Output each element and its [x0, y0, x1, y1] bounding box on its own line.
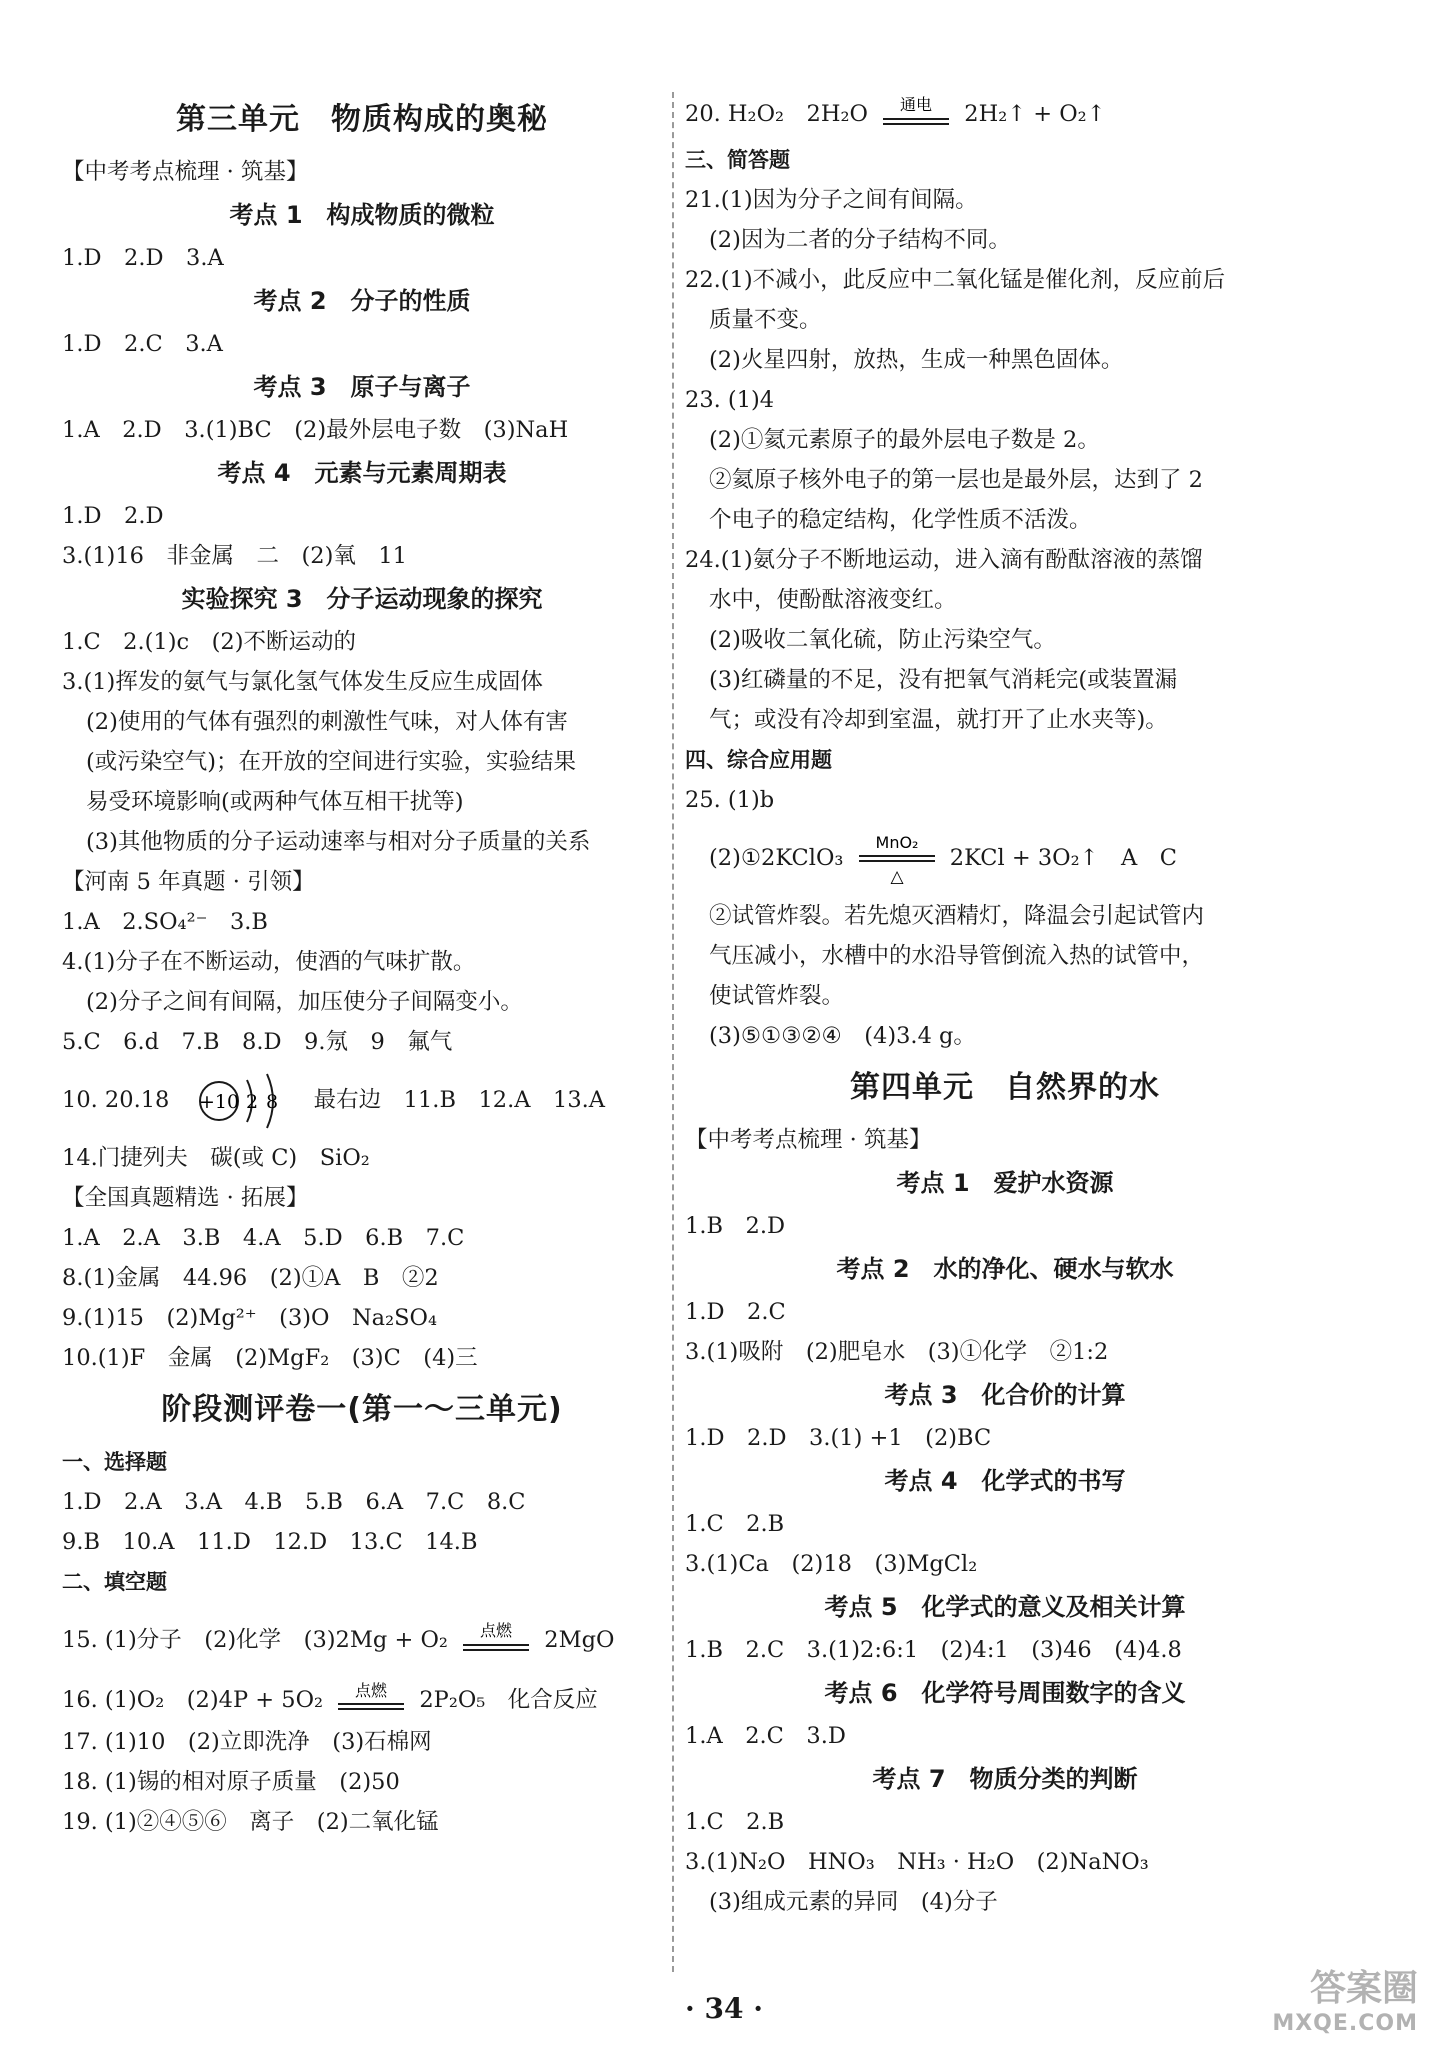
- answer-25-4: 气压减小，水槽中的水沿导管倒流入热的试管中，: [709, 943, 1205, 969]
- kp2-title: 考点 2 分子的性质: [253, 287, 471, 315]
- section-national: 【全国真题精选 · 拓展】: [62, 1185, 309, 1211]
- exp3-line-4: (或污染空气)；在开放的空间进行实验，实验结果: [86, 749, 577, 775]
- u4-kp6-answers: 1.A 2.C 3.D: [685, 1723, 846, 1749]
- condition-label-20: 通电: [900, 95, 933, 114]
- category-fill: 二、填空题: [62, 1570, 167, 1594]
- u4-kp7-answers-1: 1.C 2.B: [685, 1809, 785, 1835]
- answer-25-5: 使试管炸裂。: [709, 983, 845, 1009]
- exp3-line-3: (2)使用的气体有强烈的刺激性气味，对人体有害: [86, 709, 568, 735]
- exp3-line-2: 3.(1)挥发的氨气与氯化氢气体发生反应生成固体: [62, 669, 543, 695]
- choice-line-2: 9.B 10.A 11.D 12.D 13.C 14.B: [62, 1529, 478, 1555]
- u4-kp7-answers-3: (3)组成元素的异同 (4)分子: [709, 1889, 998, 1915]
- category-application: 四、综合应用题: [685, 748, 832, 772]
- u4-kp7-answers-2: 3.(1)N₂O HNO₃ NH₃ · H₂O (2)NaNO₃: [685, 1849, 1149, 1875]
- henan-line-1: 1.A 2.SO₄²⁻ 3.B: [62, 909, 268, 935]
- answer-25-6: (3)⑤①③②④ (4)3.4 g。: [709, 1023, 976, 1049]
- answer-25-2: [685, 820, 1325, 896]
- watermark-logo-text: 答案圈: [1309, 1968, 1418, 2009]
- answer-24-3: (2)吸收二氧化硫，防止污染空气。: [709, 627, 1056, 653]
- fill-16-pre: 16. (1)O₂ (2)4P + 5O₂: [62, 1687, 324, 1713]
- exp3-line-1: 1.C 2.(1)c (2)不断运动的: [62, 629, 356, 655]
- answer-24-1: 24.(1)氨分子不断地运动，进入滴有酚酞溶液的蒸馏: [685, 547, 1203, 573]
- henan-line-2: 4.(1)分子在不断运动，使酒的气味扩散。: [62, 949, 476, 975]
- reaction-arrow-15: [459, 1618, 533, 1664]
- u4-kp4-title: 考点 4 化学式的书写: [884, 1467, 1126, 1495]
- henan-line-5-post: 最右边 11.B 12.A 13.A: [313, 1087, 606, 1113]
- u4-kp4-answers-2: 3.(1)Ca (2)18 (3)MgCl₂: [685, 1551, 978, 1577]
- section-zhongkao: 【中考考点梳理 · 筑基】: [62, 159, 309, 185]
- u4-kp5-title: 考点 5 化学式的意义及相关计算: [824, 1593, 1186, 1621]
- watermark-logo: [1243, 1960, 1418, 2040]
- kp4-answers-1: 1.D 2.D: [62, 503, 164, 529]
- answer-22-3: (2)火星四射，放热，生成一种黑色固体。: [709, 347, 1124, 373]
- u4-kp3-answers: 1.D 2.D 3.(1) +1 (2)BC: [685, 1425, 992, 1451]
- reaction-arrow-25: [855, 828, 939, 890]
- column-divider: [672, 92, 674, 1972]
- u4-kp3-title: 考点 3 化合价的计算: [884, 1381, 1126, 1409]
- catalyst-label-25: MnO₂: [875, 833, 919, 852]
- answer-22-1: 22.(1)不减小，此反应中二氧化锰是催化剂，反应前后: [685, 267, 1226, 293]
- kp4-answers-2: 3.(1)16 非金属 二 (2)氧 11: [62, 543, 407, 569]
- kp4-title: 考点 4 元素与元素周期表: [217, 459, 507, 487]
- choice-line-1: 1.D 2.A 3.A 4.B 5.B 6.A 7.C 8.C: [62, 1489, 526, 1515]
- kp1-answers: 1.D 2.D 3.A: [62, 245, 224, 271]
- kp3-answers: 1.A 2.D 3.(1)BC (2)最外层电子数 (3)NaH: [62, 417, 569, 443]
- fill-19: 19. (1)②④⑤⑥ 离子 (2)二氧化锰: [62, 1809, 439, 1835]
- answer-24-4: (3)红磷量的不足，没有把氧气消耗完(或装置漏: [709, 667, 1178, 693]
- answer-25-2-post: 2KCl + 3O₂↑ A C: [949, 845, 1177, 871]
- section-henan: 【河南 5 年真题 · 引领】: [62, 869, 315, 895]
- answer-23-1: 23. (1)4: [685, 387, 775, 413]
- fill-15: [62, 1602, 662, 1678]
- unit3-title: 第三单元 物质构成的奥秘: [176, 102, 548, 137]
- heat-label-25: △: [890, 867, 904, 887]
- kp3-title: 考点 3 原子与离子: [253, 373, 471, 401]
- fill-16-post: 2P₂O₅ 化合反应: [419, 1687, 598, 1713]
- answer-25-2-pre: (2)①2KClO₃: [709, 845, 844, 871]
- u4-kp4-answers-1: 1.C 2.B: [685, 1511, 785, 1537]
- condition-label-15: 点燃: [480, 1621, 513, 1640]
- answer-20-post: 2H₂↑ + O₂↑: [964, 101, 1106, 127]
- answer-24-5: 气；或没有冷却到室温，就打开了止水夹等)。: [709, 707, 1168, 733]
- left-column: [62, 88, 662, 1842]
- u4-kp2-answers-1: 1.D 2.C: [685, 1299, 786, 1325]
- u4-kp1-title: 考点 1 爱护水资源: [896, 1169, 1114, 1197]
- page-number: · 34 ·: [685, 1992, 763, 2025]
- answer-25-1: 25. (1)b: [685, 787, 775, 813]
- atom-shell2-electrons: 8: [265, 1091, 278, 1113]
- u4-kp6-title: 考点 6 化学符号周围数字的含义: [824, 1679, 1186, 1707]
- atom-nucleus-label: +10: [198, 1091, 239, 1113]
- national-line-1: 1.A 2.A 3.B 4.A 5.D 6.B 7.C: [62, 1225, 465, 1251]
- right-column: [685, 88, 1325, 1922]
- watermark-url: MXQE.COM: [1272, 2011, 1418, 2036]
- u4-kp7-title: 考点 7 物质分类的判断: [872, 1765, 1138, 1793]
- unit4-title: 第四单元 自然界的水: [850, 1070, 1160, 1105]
- u4-kp2-title: 考点 2 水的净化、硬水与软水: [836, 1255, 1174, 1283]
- fill-15-post: 2MgO: [544, 1627, 615, 1653]
- reaction-arrow-20: [879, 92, 953, 138]
- fill-18: 18. (1)锡的相对原子质量 (2)50: [62, 1769, 400, 1795]
- fill-15-pre: 15. (1)分子 (2)化学 (3)2Mg + O₂: [62, 1627, 448, 1653]
- answer-25-3: ②试管炸裂。若先熄灭酒精灯，降温会引起试管内: [709, 903, 1205, 929]
- u4-kp1-answers: 1.B 2.D: [685, 1213, 786, 1239]
- test1-title: 阶段测评卷一(第一～三单元): [161, 1392, 563, 1427]
- answer-21-2: (2)因为二者的分子结构不同。: [709, 227, 1011, 253]
- henan-line-6: 14.门捷列夫 碳(或 C) SiO₂: [62, 1145, 370, 1171]
- henan-line-5-pre: 10. 20.18: [62, 1087, 170, 1113]
- answer-23-2: (2)①氦元素原子的最外层电子数是 2。: [709, 427, 1100, 453]
- national-line-3: 9.(1)15 (2)Mg²⁺ (3)O Na₂SO₄: [62, 1305, 437, 1331]
- henan-line-4: 5.C 6.d 7.B 8.D 9.氖 9 氟气: [62, 1029, 453, 1055]
- condition-label-16: 点燃: [355, 1681, 388, 1700]
- atom-structure-diagram: [195, 1068, 293, 1134]
- exp3-line-6: (3)其他物质的分子运动速率与相对分子质量的关系: [86, 829, 591, 855]
- exp3-line-5: 易受环境影响(或两种气体互相干扰等): [86, 789, 464, 815]
- answer-23-4: 个电子的稳定结构，化学性质不活泼。: [709, 507, 1092, 533]
- kp1-title: 考点 1 构成物质的微粒: [229, 201, 495, 229]
- national-line-2: 8.(1)金属 44.96 (2)①A B ②2: [62, 1265, 439, 1291]
- henan-line-5: [62, 1062, 662, 1138]
- kp2-answers: 1.D 2.C 3.A: [62, 331, 223, 357]
- answer-23-3: ②氦原子核外电子的第一层也是最外层，达到了 2: [709, 467, 1203, 493]
- national-line-4: 10.(1)F 金属 (2)MgF₂ (3)C (4)三: [62, 1345, 478, 1371]
- category-choice: 一、选择题: [62, 1450, 167, 1474]
- answer-21-1: 21.(1)因为分子之间有间隔。: [685, 187, 978, 213]
- reaction-arrow-16: [334, 1679, 408, 1723]
- exp3-title: 实验探究 3 分子运动现象的探究: [181, 585, 543, 613]
- henan-line-3: (2)分子之间有间隔，加压使分子间隔变小。: [86, 989, 523, 1015]
- fill-16: [62, 1678, 662, 1722]
- u4-kp2-answers-2: 3.(1)吸附 (2)肥皂水 (3)①化学 ②1:2: [685, 1339, 1109, 1365]
- answer-24-2: 水中，使酚酞溶液变红。: [709, 587, 957, 613]
- answer-20-pre: 20. H₂O₂ 2H₂O: [685, 101, 868, 127]
- fill-17: 17. (1)10 (2)立即洗净 (3)石棉网: [62, 1729, 432, 1755]
- answer-22-2: 质量不变。: [709, 307, 822, 333]
- answer-20: [685, 88, 1325, 140]
- u4-kp5-answers: 1.B 2.C 3.(1)2:6:1 (2)4:1 (3)46 (4)4.8: [685, 1637, 1182, 1663]
- section-zhongkao-u4: 【中考考点梳理 · 筑基】: [685, 1127, 932, 1153]
- category-short-answer: 三、简答题: [685, 148, 790, 172]
- atom-shell1-electrons: 2: [245, 1091, 258, 1113]
